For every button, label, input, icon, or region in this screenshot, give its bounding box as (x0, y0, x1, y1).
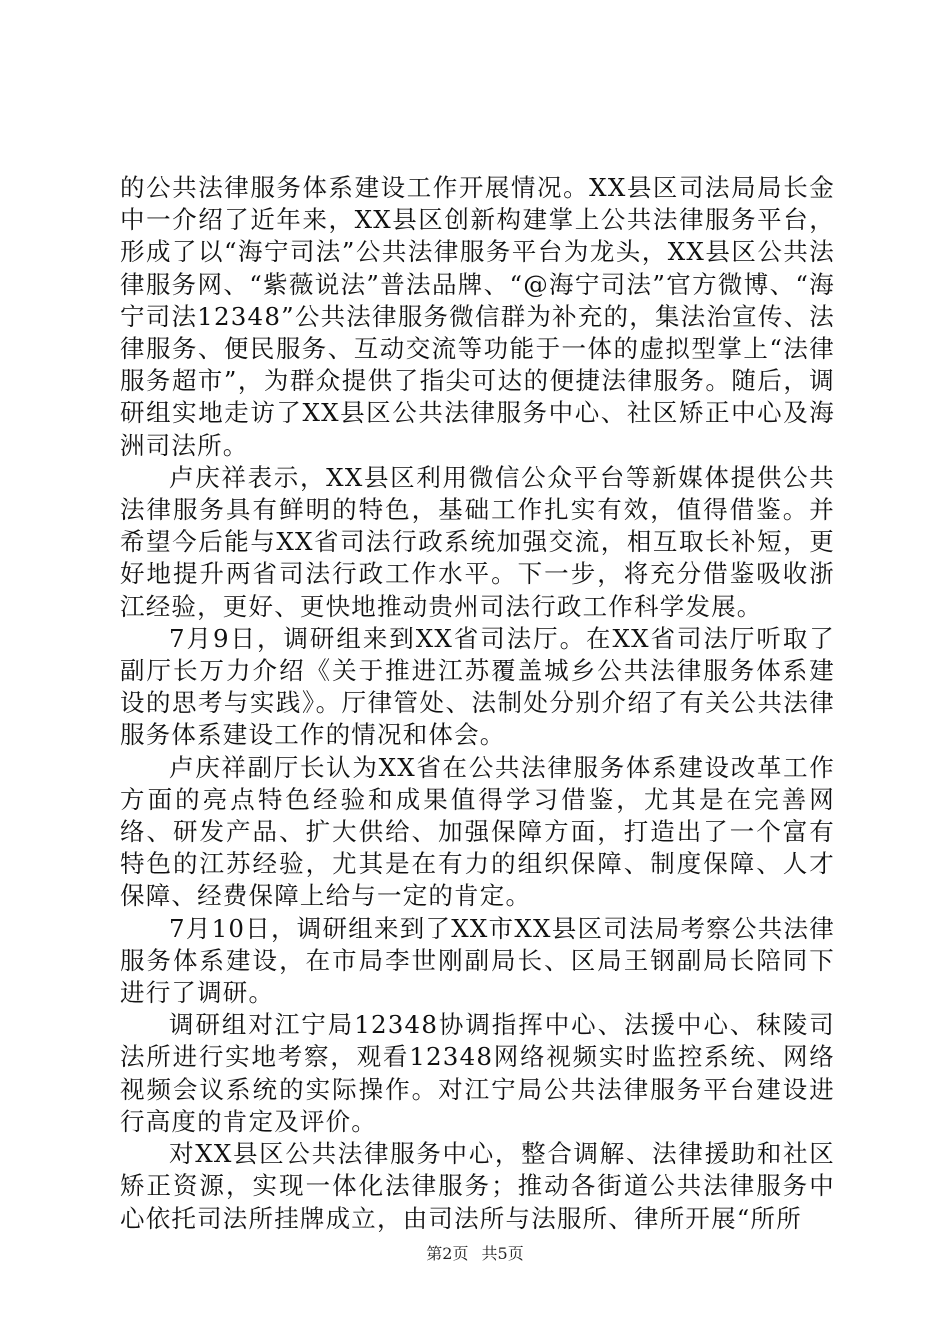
paragraph-4: 卢庆祥副厅长认为XX省在公共法律服务体系建设改革工作方面的亮点特色经验和成果值得学习借鉴，尤其是在完善网络、研发产品、扩大供给、加强保障方面，打造出了一个富有特色的江苏经验，尤其是在有力的组织保障、制度保障、人才保障、经费保障上给与一定的肯定。 (120, 752, 835, 911)
paragraph-5: 7月10日，调研组来到了XX市XX县区司法局考察公共法律服务体系建设，在市局李世刚副局长、区局王钢副局长陪同下进行了调研。 (120, 913, 835, 1008)
paragraph-7: 对XX县区公共法律服务中心，整合调解、法律援助和社区矫正资源，实现一体化法律服务；推动各街道公共法律服务中心依托司法所挂牌成立，由司法所与法服所、律所开展“所所 (120, 1139, 835, 1233)
paragraph-3: 7月9日，调研组来到XX省司法厅。在XX省司法厅听取了副厅长万力介绍《关于推进江苏覆盖城乡公共法律服务体系建设的思考与实践》。厅律管处、法制处分别介绍了有关公共法律服务体系建设工作的情况和体会。 (120, 623, 835, 750)
page-total: 共5页 (481, 1244, 524, 1263)
paragraph-2: 卢庆祥表示，XX县区利用微信公众平台等新媒体提供公共法律服务具有鲜明的特色，基础工作扎实有效，值得借鉴。并希望今后能与XX省司法行政系统加强交流，相互取长补短，更好地提升两省司法行政工作水平。下一步，将充分借鉴吸收浙江经验，更好、更快地推动贵州司法行政工作科学发展。 (120, 462, 835, 621)
paragraph-1: 的公共法律服务体系建设工作开展情况。XX县区司法局局长金中一介绍了近年来，XX县区创新构建掌上公共法律服务平台，形成了以“海宁司法”公共法律服务平台为龙头，XX县区公共法律服务网、“紫薇说法”普法品牌、“@海宁司法”官方微博、“海宁司法12348”公共法律服务微信群为补充的，集法治宣传、法律服务、便民服务、互动交流等功能于一体的虚拟型掌上“法律服务超市”，为群众提供了指尖可达的便捷法律服务。随后，调研组实地走访了XX县区公共法律服务中心、社区矫正中心及海洲司法所。 (120, 173, 835, 460)
page-footer (0, 1244, 950, 1264)
page-number: 第2页 (426, 1244, 469, 1263)
document-body (120, 172, 835, 1235)
paragraph-6: 调研组对江宁局12348协调指挥中心、法援中心、秣陵司法所进行实地考察，观看12348网络视频实时监控系统、网络视频会议系统的实际操作。对江宁局公共法律服务平台建设进行高度的肯定及评价。 (120, 1010, 835, 1136)
